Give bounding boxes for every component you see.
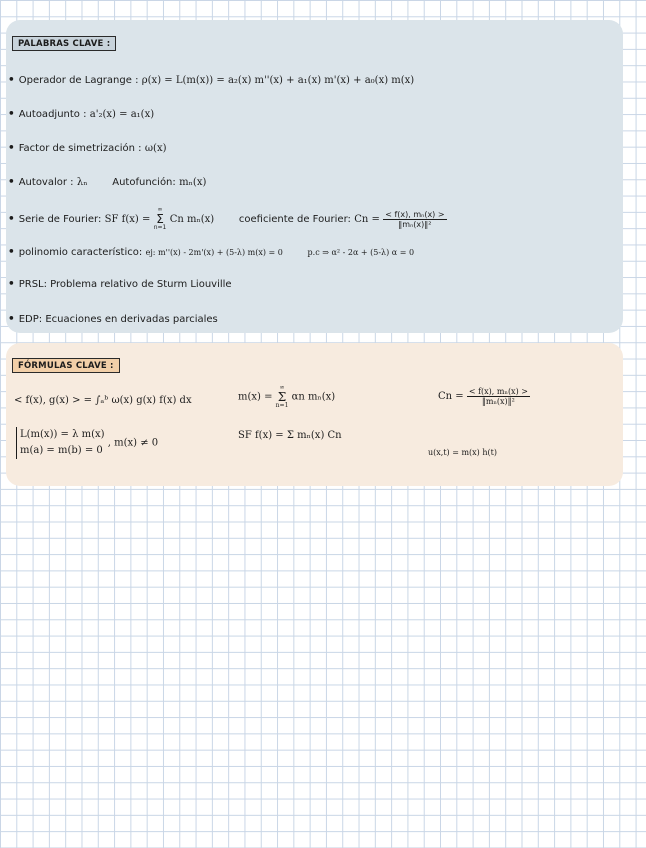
fourier-series-formula: SF f(x) = Σ mₙ(x) Cn [238,430,342,441]
keyword-expression: ej: m''(x) - 2m'(x) + (5-λ) m(x) = 0 [145,248,283,257]
keyword-term: EDP: Ecuaciones en derivadas parciales [18,314,218,325]
keyword-expression: a'₂(x) = a₁(x) [89,109,155,120]
keyword-expression: ρ(x) = L(m(x)) = a₂(x) m''(x) + a₁(x) m'(x) + a₀(x) m(x) [141,75,415,86]
keyword-row-polinomio: • polinomio característico: ej: m''(x) - 2m'(x) + (5-λ) m(x) = 0 p.c ⇒ α² - 2α + (5-λ) α = 0 [8,246,415,258]
keyword-expression: λₙ [76,177,88,188]
keyword-expression-secondary: Cn = [354,214,380,225]
summation-symbol: ∞ Σ n=1 [275,384,289,409]
keyword-expression-secondary: mₙ(x) [179,177,207,188]
fraction: $\frac{\text{< f(x), mₙ(x) >}}{\text{‖mₙ(x)‖²}}$ [385,209,445,229]
keywords-panel [6,20,623,333]
keyword-row-lagrange: • Operador de Lagrange : ρ(x) = L(m(x)) = a₂(x) m''(x) + a₁(x) m'(x) + a₀(x) m(x) [8,74,415,86]
separation-of-variables-formula: u(x,t) = m(x) h(t) [428,448,497,457]
keyword-term: Serie de Fourier: [18,214,102,225]
fourier-coefficient-formula: Cn = $\frac{\text{< f(x), mₙ(x) >}}{\text{‖mₙ(x)‖²}}$ [438,387,528,406]
keywords-heading: PALABRAS CLAVE : [12,36,116,51]
keyword-term: Operador de Lagrange : [18,75,139,86]
keyword-expression-secondary: p.c ⇒ α² - 2α + (5-λ) α = 0 [307,248,415,257]
keyword-term: Autoadjunto : [18,109,87,120]
keyword-term: polinomio característico: [18,247,143,258]
keyword-row-autoadjunto: • Autoadjunto : a'₂(x) = a₁(x) [8,108,155,120]
keyword-row-prsl: • PRSL: Problema relativo de Sturm Liouville [8,278,232,290]
keyword-row-simetrizacion: • Factor de simetrización : ω(x) [8,142,167,154]
keyword-term: Factor de simetrización : [18,143,142,154]
summation-symbol: ∞ Σ n=1 [153,206,167,231]
keyword-expression: SF f(x) = [104,214,151,225]
keyword-term: Autovalor : [18,177,74,188]
keyword-expression-sum-body: Cn mₙ(x) [169,214,215,225]
formulas-panel [6,343,623,486]
inner-product-formula: < f(x), g(x) > = ∫ₐᵇ ω(x) g(x) f(x) dx [14,395,192,406]
sturm-liouville-system: L(m(x)) = λ m(x) m(a) = m(b) = 0 , m(x) ≠ 0 [16,427,158,459]
keyword-row-edp: • EDP: Ecuaciones en derivadas parciales [8,313,218,325]
formulas-heading: FÓRMULAS CLAVE : [12,358,120,373]
expansion-formula: m(x) = ∞ Σ n=1 αn mₙ(x) [238,384,336,409]
keyword-row-autovalor: • Autovalor : λₙ Autofunción: mₙ(x) [8,176,207,188]
keyword-expression: ω(x) [144,143,167,154]
keyword-term-secondary: Autofunción: [112,177,176,188]
keyword-term-secondary: coeficiente de Fourier: [238,214,351,225]
keyword-row-fourier: • Serie de Fourier: SF f(x) = ∞ Σ n=1 Cn mₙ(x) coeficiente de Fourier: Cn = $\frac{\text{< f(x), mₙ(x) >}}{\text{‖mₙ(x)‖²}}$ [8,206,445,231]
keyword-term: PRSL: Problema relativo de Sturm Liouville [18,279,232,290]
